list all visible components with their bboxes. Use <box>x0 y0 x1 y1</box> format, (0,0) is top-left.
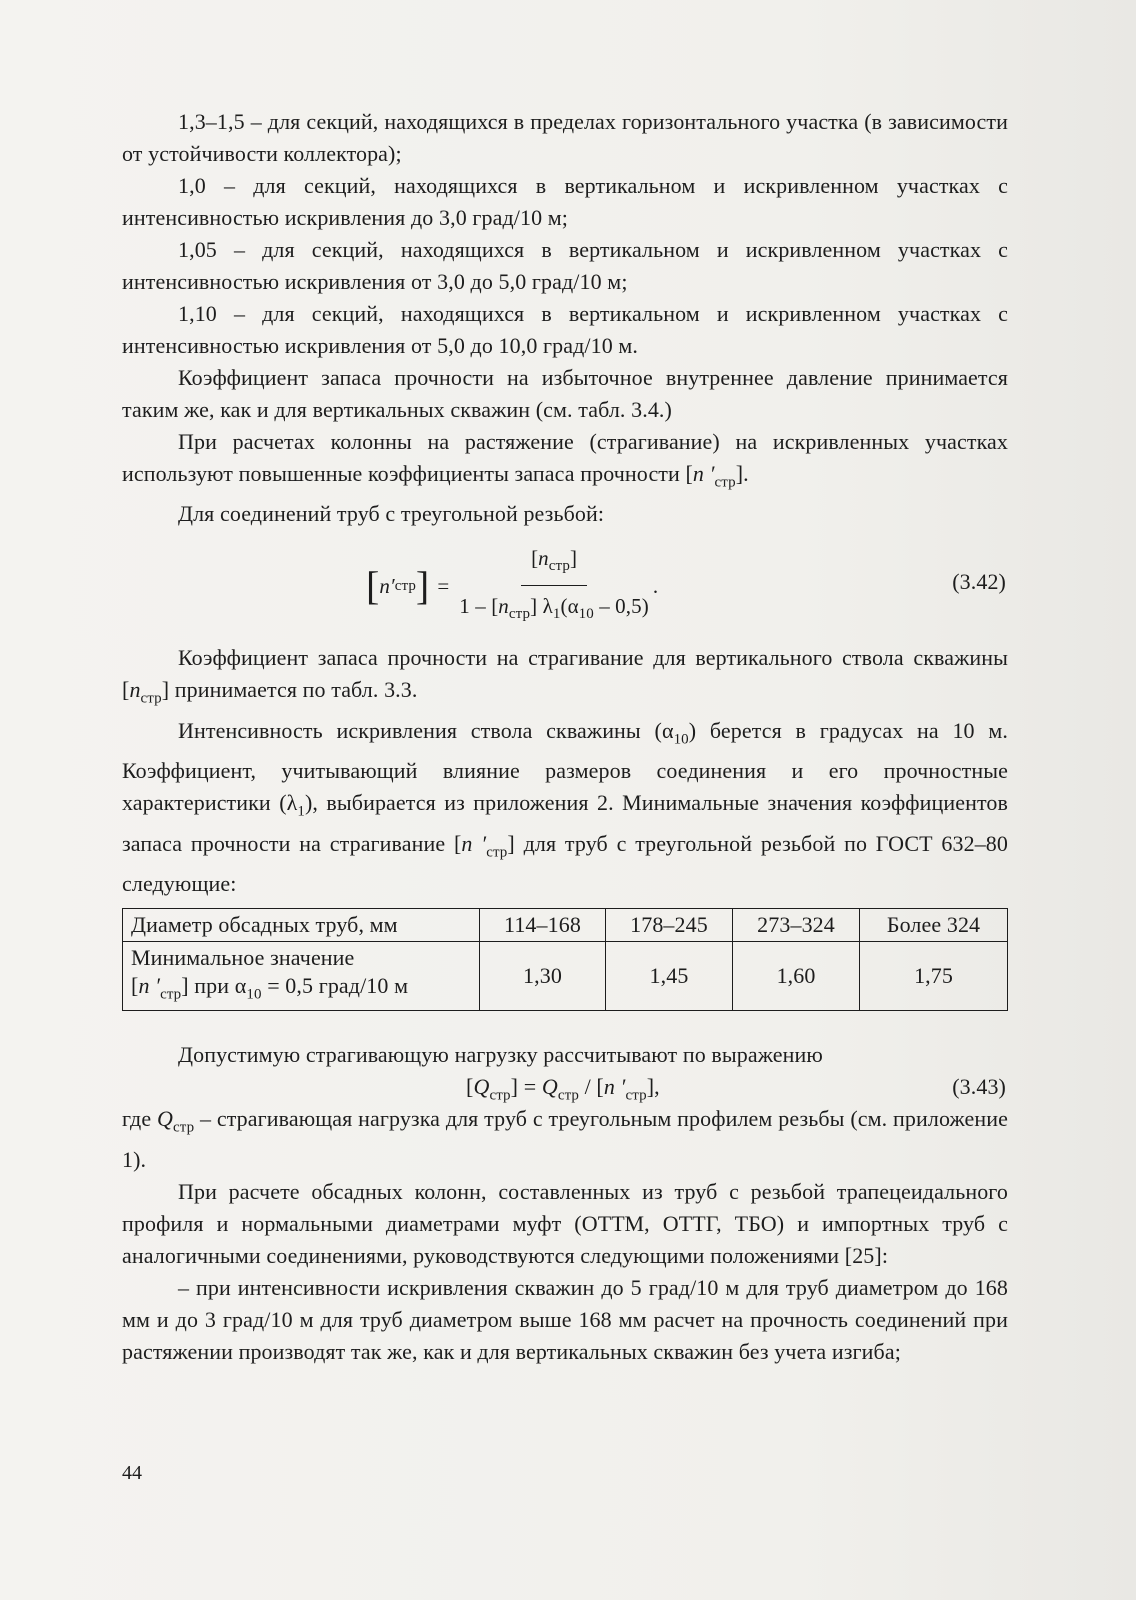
table-col-header: 114–168 <box>480 908 606 941</box>
paragraph-12: При расчете обсадных колонн, составленных из труб с резьбой трапецеидального профиля и нормальными диаметрами муфт (ОТТМ, ОТТГ, ТБО) и импортных труб с аналогичными соединениями, руководствуются следующими положениями [25]: <box>122 1178 1008 1268</box>
paragraph-13: – при интенсивности искривления скважин до 5 град/10 м для труб диаметром до 168 мм и до 3 град/10 м для труб диаметром выше 168 мм расчет на прочность соединений при растяжении производят так же, как и для вертикальных скважин без учета изгиба; <box>122 1274 1008 1364</box>
equation-number-3-42: (3.42) <box>952 569 1006 595</box>
paragraph-8: Коэффициент запаса прочности на страгивание для вертикального ствола скважины $[n_{стр}]$ принимается по табл. 3.3. <box>122 645 1008 707</box>
table-row-header <box>123 908 1008 941</box>
table-cell: 1,45 <box>605 941 732 1010</box>
paragraph-6: При расчетах колонны на растяжение (страгивание) на искривленных участках используют повышенные коэффициенты запаса прочности [n $'_{стр}$]. <box>122 429 1008 491</box>
formula-3-43 <box>122 1071 1008 1103</box>
table-col-header: 178–245 <box>605 908 732 941</box>
table-col-header: 273–324 <box>733 908 860 941</box>
table-header-label: Диаметр обсадных труб, мм <box>123 908 480 941</box>
paragraph-7: Для соединений труб с треугольной резьбой: <box>178 501 605 527</box>
table-cell: 1,75 <box>860 941 1008 1010</box>
paragraph-3: 1,05 – для секций, находящихся в вертикальном и искривленном участках с интенсивностью искривления от 3,0 до 5,0 град/10 м; <box>122 237 1008 294</box>
equation-number-3-43: (3.43) <box>952 1074 1006 1100</box>
table-row-values <box>123 941 1008 1010</box>
table-cell: 1,30 <box>480 941 606 1010</box>
formula-lhs: [ n′ стр ] <box>366 563 430 609</box>
formula-expression: $[Q_{стр}] = Q_{стр} / [n$ $'_{стр}$], <box>466 1074 660 1104</box>
paragraph-10: Допустимую страгивающую нагрузку рассчитывают по выражению <box>178 1042 823 1068</box>
page-content <box>122 106 1008 1368</box>
paragraph-1: 1,3–1,5 – для секций, находящихся в пределах горизонтального участка (в зависимости от устойчивости коллектора); <box>122 109 1008 166</box>
paragraph-2: 1,0 – для секций, находящихся в вертикальном и искривленном участках с интенсивностью искривления до 3,0 град/10 м; <box>122 173 1008 230</box>
page-number: 44 <box>122 1462 142 1484</box>
paragraph-11: где $Q_{стр}$ – страгивающая нагрузка для труб с треугольным профилем резьбы (см. приложение 1). <box>122 1106 1008 1172</box>
table-cell: 1,60 <box>733 941 860 1010</box>
formula-fraction <box>459 542 649 630</box>
formula-3-42: [ n′ стр ] = $\frac{[n_{стр}]}{1 - [n_{стр}] \lambda_1(\alpha_{10} - 0,5)}$ . (3.42) <box>122 540 1008 632</box>
paragraph-4: 1,10 – для секций, находящихся в вертикальном и искривленном участках с интенсивностью искривления от 5,0 до 10,0 град/10 м. <box>122 301 1008 358</box>
table-row-label: Минимальное значение [n $'_{стр}$] при $\alpha_{10} = 0,5$ град/10 м <box>123 941 480 1010</box>
safety-factor-table <box>122 908 1008 1011</box>
paragraph-9: Интенсивность искривления ствола скважины $(\alpha_{10})$ берется в градусах на 10 м. Коэффициент, учитывающий влияние размеров соединения и его прочностные характеристики $(\lambda_1)$, выбирается из приложения 2. Минимальные значения коэффициентов запаса прочности на страгивание [n $'_{стр}$] для труб с треугольной резьбой по ГОСТ 632–80 следующие: <box>122 717 1009 896</box>
fraction-denominator: $1 - [n_{стр}]$ $\lambda_1(\alpha_{10} - 0,5)$ <box>459 594 649 623</box>
table-col-header: Более 324 <box>860 908 1008 941</box>
fraction-numerator: $[n_{стр}]$ <box>521 542 587 586</box>
paragraph-5: Коэффициент запаса прочности на избыточное внутреннее давление принимается таким же, как и для вертикальных скважин (см. табл. 3.4.) <box>122 365 1008 422</box>
